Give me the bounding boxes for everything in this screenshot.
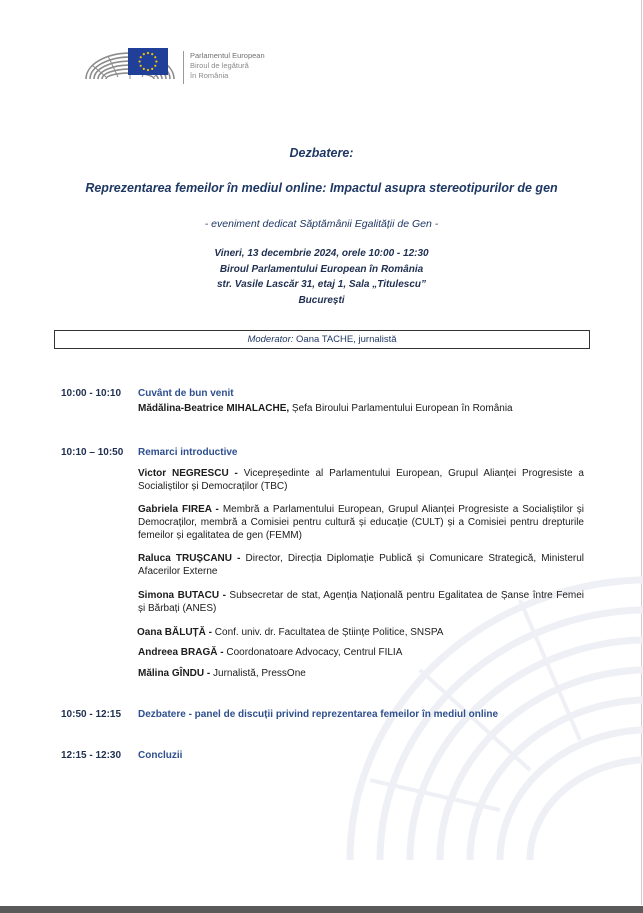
moderator-label: Moderator: — [247, 334, 294, 345]
speaker-name: Victor NEGRESCU - — [138, 468, 238, 479]
speaker-entry — [137, 626, 583, 639]
speaker-name: Gabriela FIREA - — [138, 504, 219, 515]
event-title: Dezbatere: — [289, 146, 354, 160]
event-tagline: - eveniment dedicat Săptămânii Egalității de Gen - — [204, 218, 439, 230]
speaker-entry — [138, 552, 584, 578]
speaker-role: Jurnalistă, PressOne — [213, 668, 306, 679]
speaker-name: Mădălina-Beatrice MIHALACHE, — [138, 403, 290, 414]
speaker-name: Mălina GÎNDU - — [138, 668, 211, 679]
moderator-box — [54, 330, 590, 349]
event-date: Vineri, 13 decembrie 2024, orele 10:00 - 12:30 — [214, 248, 429, 259]
speaker-role: Șefa Biroului Parlamentului European în România — [291, 403, 513, 414]
agenda-title-conclusions: Concluzii — [138, 750, 183, 761]
speaker-entry — [138, 667, 584, 680]
speaker-role: Subsecretar de stat, Agenția Națională pentru Egalitatea de Șanse între Femei și Bărbați (ANES) — [138, 590, 585, 614]
event-details — [0, 246, 643, 308]
event-venue: Biroul Parlamentului European în România — [219, 263, 424, 275]
speaker-name: Simona BUTACU - — [138, 590, 226, 601]
speaker-role: Director, Direcția Diplomație Publică și Comunicare Strategică, Ministerul Afacerilor Externe — [138, 553, 584, 577]
speaker-entry — [138, 646, 584, 659]
event-subtitle: Reprezentarea femeilor în mediul online: Impactul asupra stereotipurilor de gen — [85, 181, 558, 195]
logo-text — [190, 51, 265, 81]
speaker-name: Andreea BRAGĂ - — [138, 647, 224, 658]
speaker-entry — [138, 589, 584, 615]
logo-line-1: Parlamentul European — [190, 51, 265, 60]
agenda-title-intro: Remarci introductive — [138, 447, 238, 458]
eu-flag-icon — [128, 48, 168, 75]
welcome-speaker — [138, 402, 584, 415]
agenda-time-intro: 10:10 – 10:50 — [61, 447, 124, 458]
agenda-title-welcome: Cuvânt de bun venit — [138, 388, 234, 399]
speaker-name: Raluca TRUȘCANU - — [138, 553, 241, 564]
speaker-role: Membră a Parlamentului European, Grupul Alianței Progresiste a Socialiștilor și Democraților, membră a Comisiei pentru cultură și educație (CULT) și a Comisiei pentru drepturile femeilor și egalitatea de gen (FEMM) — [138, 504, 584, 541]
european-parliament-logo — [80, 35, 270, 87]
speaker-name: Oana BĂLUȚĂ - — [137, 627, 212, 638]
agenda-time-welcome: 10:00 - 10:10 — [61, 388, 122, 399]
speaker-role: Conf. univ. dr. Facultatea de Științe Politice, SNSPA — [214, 627, 444, 638]
logo-divider — [183, 51, 184, 84]
event-address: str. Vasile Lascăr 31, etaj 1, Sala „Titulescu” — [216, 279, 426, 290]
logo-line-2: Biroul de legătură — [190, 61, 249, 70]
speaker-role: Coordonatoare Advocacy, Centrul FILIA — [226, 647, 403, 658]
viewer-bottom-bar — [0, 906, 643, 913]
speaker-entry — [138, 467, 584, 493]
logo-line-3: în România — [190, 71, 229, 80]
agenda-title-debate: Dezbatere - panel de discuții privind reprezentarea femeilor în mediul online — [138, 709, 499, 720]
agenda-time-conclusions: 12:15 - 12:30 — [61, 750, 122, 761]
event-city: București — [298, 294, 345, 306]
moderator-name: Oana TACHE, jurnalistă — [296, 334, 397, 345]
speaker-role: Vicepreședinte al Parlamentului European, Grupul Alianței Progresiste a Socialiștilor și Democraților (TBC) — [138, 468, 584, 492]
speaker-entry — [138, 503, 584, 542]
agenda-time-debate: 10:50 - 12:15 — [61, 709, 122, 720]
